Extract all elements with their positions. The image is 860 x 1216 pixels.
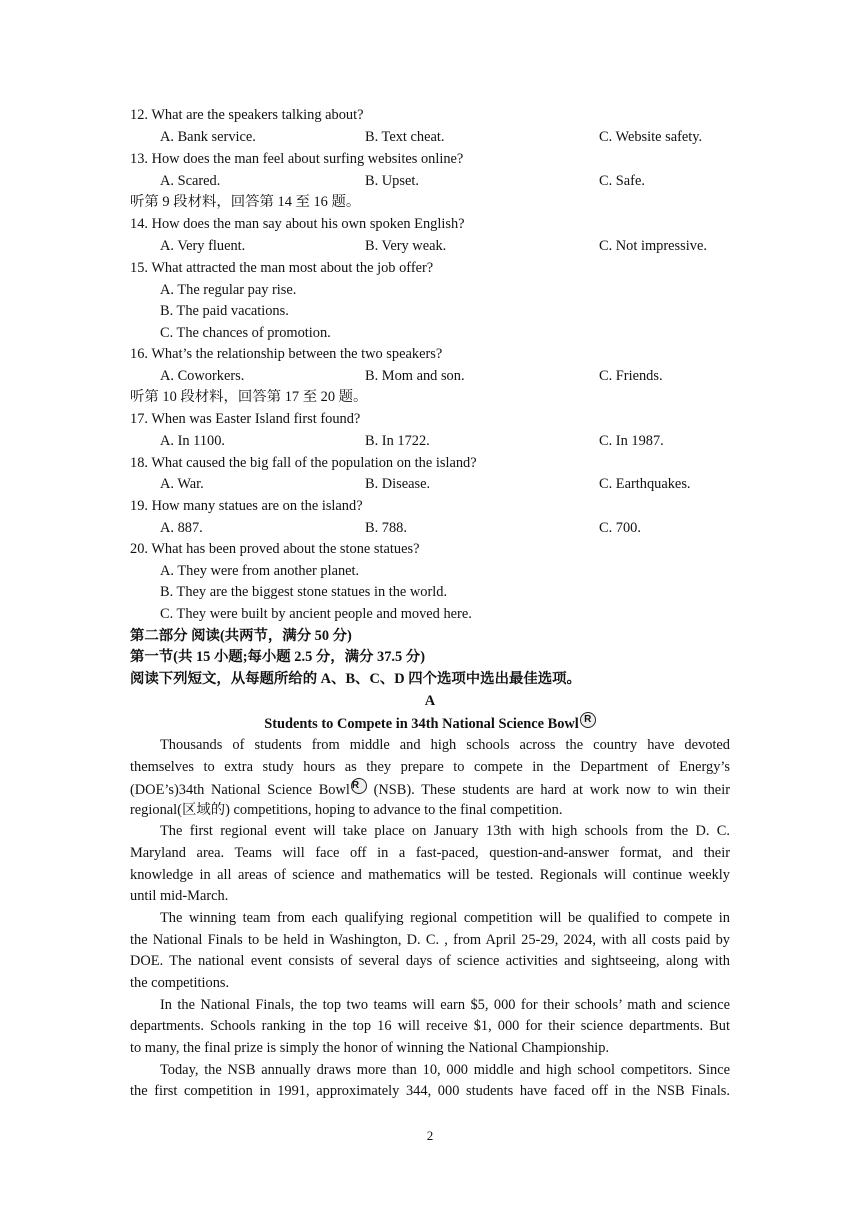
q13-option-c: C. Safe. xyxy=(599,173,645,189)
question-18: 18. What caused the big fall of the population on the island? xyxy=(130,455,477,471)
passage-title-text: Students to Compete in 34th National Science Bowl xyxy=(264,716,579,732)
q17-option-c: C. In 1987. xyxy=(599,433,664,449)
question-16: 16. What’s the relationship between the two speakers? xyxy=(130,346,443,362)
q17-option-b: B. In 1722. xyxy=(365,433,430,449)
p1-line-4: regional(区域的) competitions, hoping to advance to the final competition. xyxy=(130,802,563,818)
q16-option-b: B. Mom and son. xyxy=(365,368,465,384)
p2-line-2: Maryland area. Teams will face off in a fast-paced, question-and-answer format, and their xyxy=(130,845,730,861)
section-9-instruction: 听第 9 段材料，回答第 14 至 16 题。 xyxy=(130,194,361,210)
question-14: 14. How does the man say about his own spoken English? xyxy=(130,216,465,232)
q14-option-a: A. Very fluent. xyxy=(160,238,246,254)
passage-letter: A xyxy=(424,693,436,709)
q12-option-b: B. Text cheat. xyxy=(365,129,445,145)
q20-option-c: C. They were built by ancient people and moved here. xyxy=(160,606,472,622)
q18-option-b: B. Disease. xyxy=(365,476,431,492)
q19-option-c: C. 700. xyxy=(599,520,641,536)
question-15: 15. What attracted the man most about the job offer? xyxy=(130,260,434,276)
p5-line-2: the first competition in 1991, approximately 344, 000 students have faced off in the NSB Finals. xyxy=(130,1083,730,1099)
q15-option-b: B. The paid vacations. xyxy=(160,303,289,319)
q20-option-a: A. They were from another planet. xyxy=(160,563,360,579)
p3-line-4: the competitions. xyxy=(130,975,230,991)
q15-option-a: A. The regular pay rise. xyxy=(160,282,297,298)
q19-option-b: B. 788. xyxy=(365,520,407,536)
q13-option-b: B. Upset. xyxy=(365,173,419,189)
p1-line-3-b: (NSB). These students are hard at work now to win their xyxy=(366,782,730,798)
p2-line-3: knowledge in all areas of science and mathematics will be tested. Regionals will continue weekly xyxy=(130,867,730,883)
p3-line-2: the National Finals to be held in Washington, D. C. , from April 25-29, 2024, with all costs paid by xyxy=(130,932,730,948)
q13-option-a: A. Scared. xyxy=(160,173,221,189)
q18-option-a: A. War. xyxy=(160,476,204,492)
p3-line-1: The winning team from each qualifying regional competition will be qualified to compete in xyxy=(160,910,730,926)
p5-line-1: Today, the NSB annually draws more than 10, 000 middle and high school competitors. Since xyxy=(160,1062,730,1078)
p4-line-3: to many, the final prize is simply the honor of winning the National Championship. xyxy=(130,1040,610,1056)
q16-option-c: C. Friends. xyxy=(599,368,663,384)
q20-option-b: B. They are the biggest stone statues in the world. xyxy=(160,584,448,600)
question-12: 12. What are the speakers talking about? xyxy=(130,107,364,123)
section-10-instruction: 听第 10 段材料，回答第 17 至 20 题。 xyxy=(130,389,368,405)
p3-line-3: DOE. The national event consists of several days of science activities and sightseeing, along with xyxy=(130,953,730,969)
question-19: 19. How many statues are on the island? xyxy=(130,498,363,514)
p4-line-1: In the National Finals, the top two teams will earn $5, 000 for their schools’ math and science xyxy=(160,997,730,1013)
p2-line-1: The first regional event will take place on January 13th with high schools from the D. C. xyxy=(160,823,730,839)
registered-trademark-icon: R xyxy=(351,778,367,794)
part-two-heading: 第二部分 阅读(共两节，满分 50 分) xyxy=(130,628,352,644)
q19-option-a: A. 887. xyxy=(160,520,203,536)
question-13: 13. How does the man feel about surfing websites online? xyxy=(130,151,464,167)
p2-line-4: until mid-March. xyxy=(130,888,229,904)
p1-line-2: themselves to extra study hours as they prepare to compete in the Department of Energy’s xyxy=(130,759,730,775)
q14-option-c: C. Not impressive. xyxy=(599,238,707,254)
question-17: 17. When was Easter Island first found? xyxy=(130,411,361,427)
passage-title xyxy=(130,712,730,734)
q14-option-b: B. Very weak. xyxy=(365,238,447,254)
q18-option-c: C. Earthquakes. xyxy=(599,476,691,492)
q17-option-a: A. In 1100. xyxy=(160,433,226,449)
q12-option-c: C. Website safety. xyxy=(599,129,703,145)
section-one-heading: 第一节(共 15 小题;每小题 2.5 分，满分 37.5 分) xyxy=(130,649,425,665)
q16-option-a: A. Coworkers. xyxy=(160,368,245,384)
registered-trademark-icon: R xyxy=(580,712,596,728)
question-20: 20. What has been proved about the stone statues? xyxy=(130,541,420,557)
p1-line-3-a: (DOE’s)34th National Science Bowl xyxy=(130,782,350,798)
p1-line-3 xyxy=(130,778,730,800)
p4-line-2: departments. Schools ranking in the top 16 will receive $1, 000 for their science departments. But xyxy=(130,1018,730,1034)
reading-instruction: 阅读下列短文，从每题所给的 A、B、C、D 四个选项中选出最佳选项。 xyxy=(130,671,581,687)
p1-line-1: Thousands of students from middle and high schools across the country have devoted xyxy=(160,737,730,753)
q12-option-a: A. Bank service. xyxy=(160,129,256,145)
page-number: 2 xyxy=(426,1128,434,1143)
q15-option-c: C. The chances of promotion. xyxy=(160,325,331,341)
